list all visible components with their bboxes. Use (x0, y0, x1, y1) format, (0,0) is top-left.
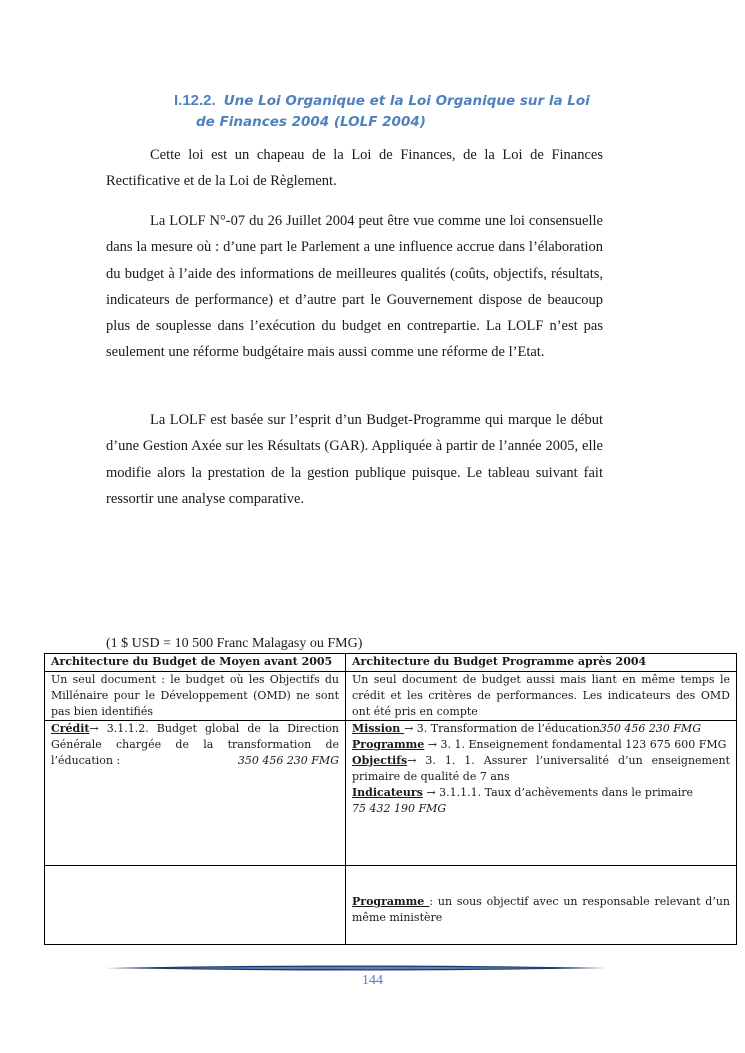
programme-def-text: : un sous objectif avec un responsable relevant d’un même ministère (352, 895, 730, 924)
mission-amount: 350 456 230 FMG (599, 722, 701, 735)
table-row (45, 721, 737, 866)
programme-text: → 3. 1. Enseignement fondamental 123 675 600 FMG (424, 738, 727, 751)
paragraph-3: La LOLF est basée sur l’esprit d’un Budget-Programme qui marque le début d’une Gestion Axée sur les Résultats (GAR). Appliquée à partir de l’année 2005, elle modifie alors la prestation de la gestion publique puisque. Le tableau suivant fait ressortir une analyse comparative. (106, 412, 603, 507)
indicateurs-keyword: Indicateurs (352, 786, 423, 799)
programme-structure-cell (346, 721, 737, 866)
programme-line (352, 737, 730, 753)
paragraph-1: Cette loi est un chapeau de la Loi de Finances, de la Loi de Finances Rectificative et de la Loi de Règlement. (106, 147, 603, 190)
page-number: 144 (362, 973, 383, 988)
table-cell-empty (45, 866, 346, 945)
objectifs-keyword: Objectifs (352, 754, 408, 767)
section-title-line1: Une Loi Organique et la Loi Organique sur la Loi (223, 93, 590, 109)
programme-definition-cell (346, 866, 737, 945)
table-cell: Un seul document : le budget où les Objectifs du Millénaire pour le Développement (OMD) ne sont pas bien identifiés (45, 672, 346, 721)
table-row (45, 672, 737, 721)
indicateurs-text: → 3.1.1.1. Taux d’achèvements dans le primaire (422, 786, 694, 799)
indicateurs-amount: 75 432 190 FMG (352, 802, 447, 815)
exchange-rate-note: (1 $ USD = 10 500 Franc Malagasy ou FMG) (106, 636, 363, 651)
section-number: I.12.2. (174, 92, 216, 109)
programme-def-keyword: Programme (352, 895, 430, 908)
objectifs-text: → 3. 1. 1. Assurer l’universalité d’un enseignement primaire de qualité de 7 ans (352, 754, 730, 783)
mission-keyword: Mission (352, 722, 405, 735)
section-title-line2: de Finances 2004 (LOLF 2004) (196, 114, 426, 130)
paragraph-2: La LOLF N°-07 du 26 Juillet 2004 peut être vue comme une loi consensuelle dans la mesure où : d’une part le Parlement a une influence accrue dans l’élaboration du budget à l’aide des informations de meilleures qualités (coûts, objectifs, résultats, indicateurs de performance) et d’autre part le Gouvernement dispose de beaucoup plus de souplesse dans l’exécution du budget en contrepartie. La LOLF n’est pas seulement une réforme budgétaire mais aussi comme une réforme de l’Etat. (106, 213, 603, 361)
credit-amount: 350 456 230 FMG (237, 754, 339, 767)
footer-divider (106, 964, 606, 972)
programme-keyword: Programme (352, 738, 425, 751)
comparison-table (44, 653, 737, 945)
table-row (45, 866, 737, 945)
credit-cell (45, 721, 346, 866)
credit-keyword: Crédit (51, 722, 90, 735)
table-header-row (45, 654, 737, 672)
header-cell: Architecture du Budget de Moyen avant 2005 (45, 654, 346, 672)
objectifs-line (352, 753, 730, 785)
section-heading (174, 90, 604, 133)
table-cell: Un seul document de budget aussi mais liant en même temps le crédit et les critères de performances. Les indicateurs des OMD ont été pris en compte (346, 672, 737, 721)
indicateurs-line (352, 785, 730, 801)
mission-text: → 3. Transformation de l’éducation (404, 722, 600, 735)
credit-text: → 3.1.1.2. Budget global de la Direction Générale chargée de la transformation de l’éducation : (51, 722, 339, 767)
header-cell: Architecture du Budget Programme après 2004 (346, 654, 737, 672)
mission-line (352, 721, 730, 737)
